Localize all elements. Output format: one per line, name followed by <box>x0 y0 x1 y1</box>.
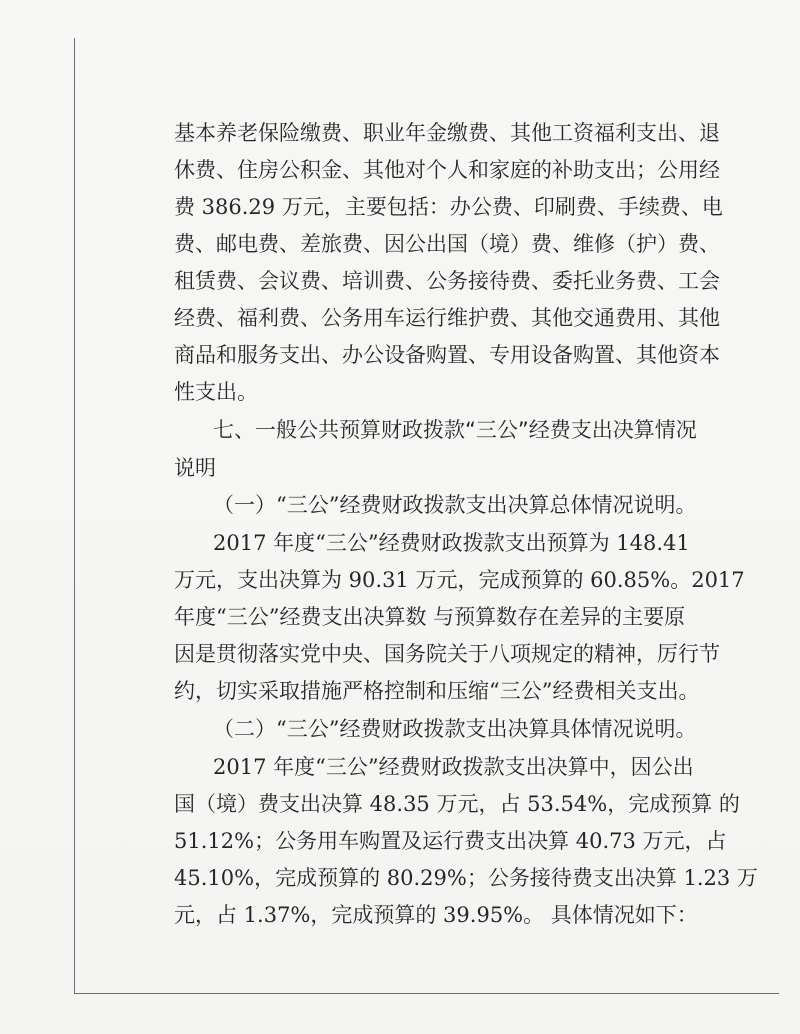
subsection-title-2: （二）“三公”经费财政拨款支出决算具体情况说明。 <box>213 717 697 741</box>
body-line-16: 51.12%；公务用车购置及运行费支出决算 40.73 万元，占 <box>174 829 727 853</box>
body-line-1: 基本养老保险缴费、职业年金缴费、其他工资福利支出、退 <box>174 121 720 145</box>
body-line-11: 年度“三公”经费支出决算数 与预算数存在差异的主要原 <box>174 605 686 629</box>
body-line-13: 约，切实采取措施严格控制和压缩“三公”经费相关支出。 <box>174 679 700 703</box>
body-line-14: 2017 年度“三公”经费财政拨款支出决算中，因公出 <box>213 755 694 779</box>
section-title-line-1: 七、一般公共预算财政拨款“三公”经费支出决算情况 <box>213 418 697 442</box>
body-line-5: 租赁费、会议费、培训费、公务接待费、委托业务费、工会 <box>174 269 720 293</box>
body-line-12: 因是贯彻落实党中央、国务院关于八项规定的精神，厉行节 <box>174 642 720 666</box>
subsection-title-1: （一）“三公”经费财政拨款支出决算总体情况说明。 <box>213 493 697 517</box>
body-line-17: 45.10%，完成预算的 80.29%；公务接待费支出决算 1.23 万 <box>174 866 758 890</box>
body-line-18: 元，占 1.37%，完成预算的 39.95%。 具体情况如下： <box>174 903 698 927</box>
body-line-15: 国（境）费支出决算 48.35 万元，占 53.54%，完成预算 的 <box>174 792 740 816</box>
section-title-line-2: 说明 <box>174 456 216 480</box>
body-line-10: 万元，支出决算为 90.31 万元，完成预算的 60.85%。2017 <box>174 568 745 592</box>
body-line-7: 商品和服务支出、办公设备购置、专用设备购置、其他资本 <box>174 343 720 367</box>
body-line-3: 费 386.29 万元，主要包括：办公费、印刷费、手续费、电 <box>174 195 723 219</box>
page-left-border <box>74 38 75 994</box>
page-bottom-border <box>74 993 779 994</box>
body-line-4: 费、邮电费、差旅费、因公出国（境）费、维修（护）费、 <box>174 232 720 256</box>
body-line-6: 经费、福利费、公务用车运行维护费、其他交通费用、其他 <box>174 306 720 330</box>
body-line-9: 2017 年度“三公”经费财政拨款支出预算为 148.41 <box>213 531 690 555</box>
body-line-8: 性支出。 <box>174 380 258 404</box>
body-line-2: 休费、住房公积金、其他对个人和家庭的补助支出；公用经 <box>174 158 720 182</box>
